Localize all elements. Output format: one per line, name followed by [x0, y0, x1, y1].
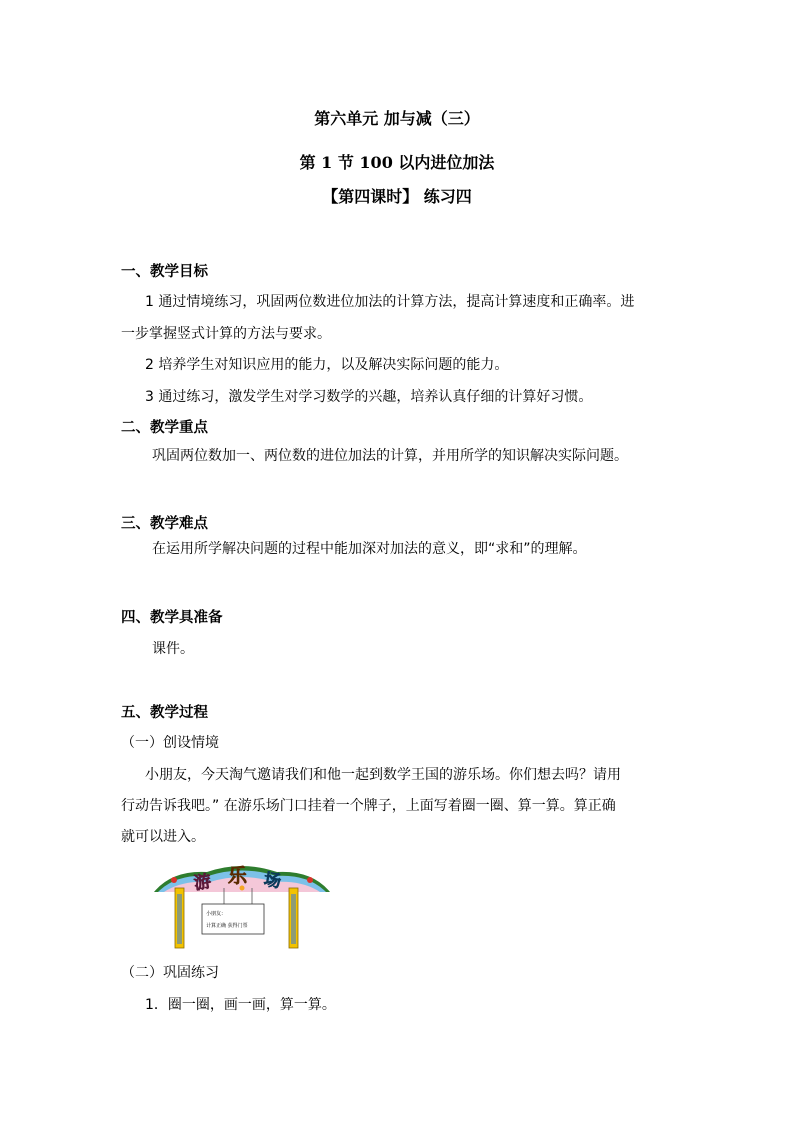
arch-char-chang: 场 — [262, 869, 283, 893]
goal-item-1-line-2: 一步掌握竖式计算的方法与要求。 — [121, 326, 331, 342]
process-sub2: （二）巩固练习 — [121, 965, 219, 981]
arch-char-you: 游 — [192, 871, 213, 895]
goal-item-1-line-1: 1 通过情境练习，巩固两位数进位加法的计算方法，提高计算速度和正确率。进 — [145, 294, 635, 310]
lesson-title: 【第四课时】 练习四 — [322, 187, 472, 206]
unit-title: 第六单元 加与减（三） — [314, 109, 480, 128]
sign-line-2: 计算正确 获得门票 — [206, 923, 248, 929]
sign-line-1: 小朋友： — [206, 911, 227, 917]
materials-text: 课件。 — [152, 641, 194, 657]
arch-char-le: 乐 — [228, 865, 248, 887]
process-para-line-3: 就可以进入。 — [121, 829, 205, 845]
materials-heading: 四、教学具准备 — [121, 609, 223, 626]
right-pillar-stripe — [291, 894, 296, 944]
section-title: 第 1 节 100 以内进位加法 — [299, 153, 495, 172]
process-sub1: （一）创设情境 — [121, 735, 219, 751]
left-pillar-stripe — [177, 894, 182, 944]
process-para-line-2: 行动告诉我吧。” 在游乐场门口挂着一个牌子，上面写着圈一圈、算一算。算正确 — [121, 798, 616, 814]
goal-item-2: 2 培养学生对知识应用的能力，以及解决实际问题的能力。 — [145, 357, 509, 373]
exercise-1: 1．圈一圈，画一画，算一算。 — [145, 997, 336, 1013]
process-para-line-1: 小朋友，今天淘气邀请我们和他一起到数学王国的游乐场。你们想去吗？请用 — [145, 767, 621, 783]
sign-board — [202, 904, 264, 934]
decoration-dot — [307, 877, 313, 883]
goal-item-3: 3 通过练习，激发学生对学习数学的兴趣，培养认真仔细的计算好习惯。 — [145, 389, 593, 405]
amusement-park-gate-illustration — [152, 858, 332, 950]
process-heading: 五、教学过程 — [121, 704, 208, 721]
difficulties-heading: 三、教学难点 — [121, 515, 208, 532]
difficulties-text: 在运用所学解决问题的过程中能加深对加法的意义，即“求和”的理解。 — [152, 541, 587, 557]
goals-heading: 一、教学目标 — [121, 263, 208, 280]
key-points-heading: 二、教学重点 — [121, 419, 208, 436]
key-points-text: 巩固两位数加一、两位数的进位加法的计算，并用所学的知识解决实际问题。 — [152, 448, 628, 464]
decoration-dot — [171, 877, 177, 883]
